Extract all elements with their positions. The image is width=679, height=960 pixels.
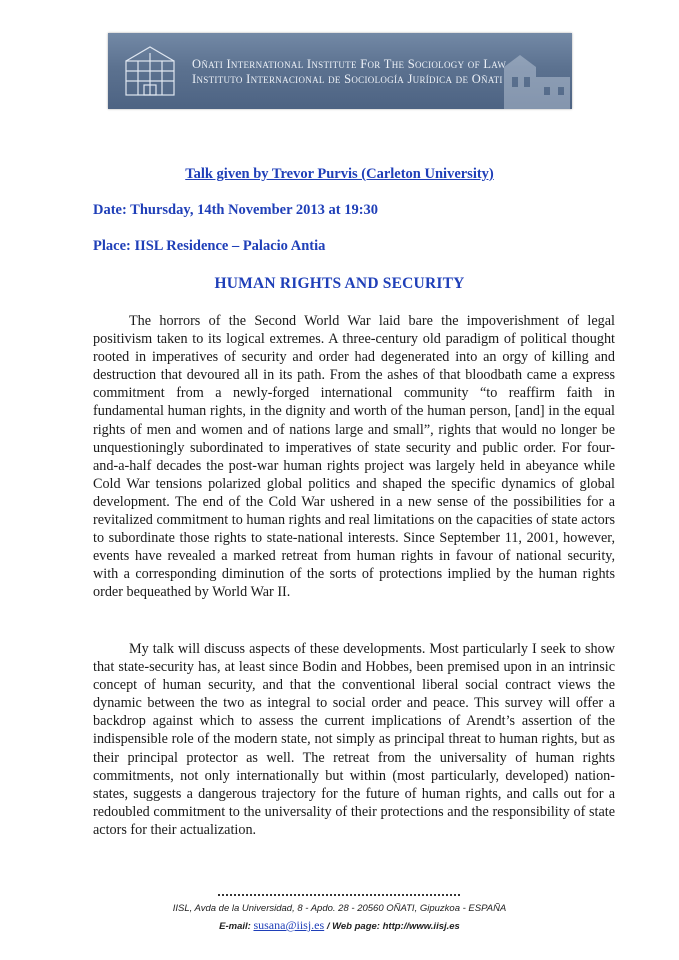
talk-date: Date: Thursday, 14th November 2013 at 19:30 xyxy=(93,202,379,218)
email-label: E-mail: xyxy=(219,921,254,932)
institute-logo-icon xyxy=(120,41,180,101)
institute-name-english: Oñati International Institute For The Sociology of Law xyxy=(192,57,507,71)
talk-place: Place: IISL Residence – Palacio Antia xyxy=(93,238,326,254)
footer-contact xyxy=(0,918,679,933)
web-page-label: / Web page: http://www.iisj.es xyxy=(324,921,460,932)
building-silhouette-icon xyxy=(500,33,572,109)
header-banner xyxy=(108,33,572,109)
talk-speaker-line: Talk given by Trevor Purvis (Carleton University) xyxy=(185,166,494,182)
abstract-paragraph-2: My talk will discuss aspects of these developments. Most particularly I seek to show that state-security has, at least since Bodin and Hobbes, been premised upon in an intrinsic concept of human security, and that the conventional liberal social contract views the dynamic between the two as integral to social order and peace. This survey will offer a backdrop against which to assess the current implications of Arendt’s assertion of the indispensible role of the modern state, not simply as principal threat to human rights, but as their principal protector as well. The retreat from the universality of human rights commitments, not only internationally but within (most particularly, developed) nation-states, suggests a dangerous trajectory for the future of human rights, and calls out for a redoubled commitment to the universality of their protections and the responsibility of state actors for their actualization. xyxy=(93,641,615,838)
talk-title: HUMAN RIGHTS AND SECURITY xyxy=(214,275,465,292)
abstract-paragraph-1: The horrors of the Second World War laid bare the impoverishment of legal positivism taken to its logical extremes. A three-century old paradigm of political thought rooted in imperatives of security and order had degenerated into an orgy of killing and destruction that devoured all in its path. From the ashes of that bloodbath came a express commitment from a newly-forged international community “to reaffirm faith in fundamental human rights, in the dignity and worth of the human person, [and] in the equal rights of men and women and of nations large and small”, rights that would no longer be unquestioningly subordinated to imperatives of state security and public order. For four-and-a-half decades the post-war human rights project was largely held in abeyance while Cold War tensions polarized global politics and shaped the specific dynamics of global development. The end of the Cold War ushered in a new sense of the possibilities for a revitalized commitment to human rights and real limitations on the capacities of state actors to subordinate those rights to state-national interests. Since September 11, 2001, however, events have revealed a marked retreat from human rights in favour of national security, with a corresponding diminution of the sorts of protections implied by the human rights order bequeathed by World War II. xyxy=(93,313,615,601)
institute-name-spanish: Instituto Internacional de Sociología Jurídica de Oñati xyxy=(192,72,503,86)
footer-divider xyxy=(218,894,460,896)
footer-address: IISL, Avda de la Universidad, 8 - Apdo. 28 - 20560 OÑATI, Gipuzkoa - ESPAÑA xyxy=(172,903,507,914)
email-link[interactable]: susana@iisj.es xyxy=(253,918,325,932)
